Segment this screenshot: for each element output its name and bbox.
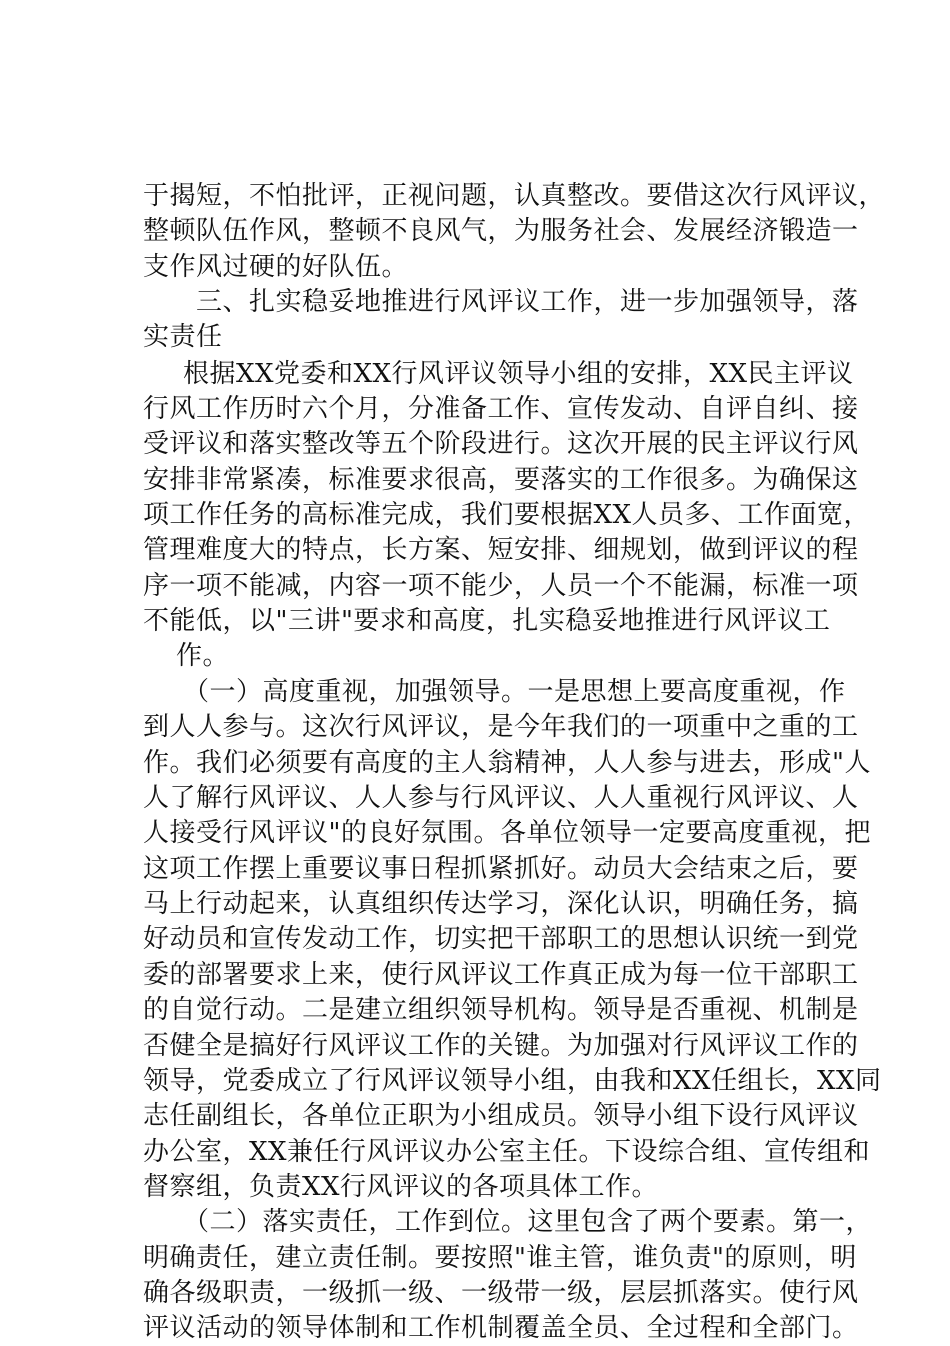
text-line: 安排非常紧凑，标准要求很高，要落实的工作很多。为确保这 [143, 465, 859, 495]
text-line: 作。 [176, 641, 230, 671]
text-line: 行风工作历时六个月，分准备工作、宣传发动、自评自纠、接 [143, 394, 859, 424]
text-line: 序一项不能减，内容一项不能少，人员一个不能漏，标准一项 [143, 571, 859, 601]
text-line: 好动员和宣传发动工作，切实把干部职工的思想认识统一到党 [143, 924, 859, 954]
text-line: 确各级职责，一级抓一级、一级带一级，层层抓落实。使行风 [143, 1278, 859, 1308]
text-line: 明确责任，建立责任制。要按照"谁主管，谁负责"的原则，明 [143, 1243, 857, 1273]
text-line: 根据XX党委和XX行风评议领导小组的安排，XX民主评议 [183, 359, 854, 389]
text-line: 这项工作摆上重要议事日程抓紧抓好。动员大会结束之后，要 [143, 854, 859, 884]
text-line: 委的部署要求上来，使行风评议工作真正成为每一位干部职工 [143, 960, 859, 990]
text-line: 受评议和落实整改等五个阶段进行。这次开展的民主评议行风 [143, 429, 859, 459]
text-line: 人接受行风评议"的良好氛围。各单位领导一定要高度重视，把 [143, 818, 871, 848]
text-line: 人了解行风评议、人人参与行风评议、人人重视行风评议、人 [143, 783, 859, 813]
text-line: 于揭短，不怕批评，正视问题，认真整改。要借这次行风评议， [143, 181, 886, 211]
text-line: 志任副组长，各单位正职为小组成员。领导小组下设行风评议 [143, 1101, 859, 1131]
section-heading-cont: 实责任 [143, 322, 223, 352]
text-line: 否健全是搞好行风评议工作的关键。为加强对行风评议工作的 [143, 1031, 859, 1061]
text-line: 评议活动的领导体制和工作机制覆盖全员、全过程和全部门。 [143, 1313, 859, 1343]
text-line: 领导，党委成立了行风评议领导小组，由我和XX任组长，XX同 [143, 1066, 882, 1096]
text-line: （一）高度重视，加强领导。一是思想上要高度重视，作 [183, 677, 846, 707]
text-line: 马上行动起来，认真组织传达学习，深化认识，明确任务，搞 [143, 889, 859, 919]
text-line: 不能低，以"三讲"要求和高度，扎实稳妥地推进行风评议工 [143, 606, 831, 636]
text-line: 项工作任务的高标准完成，我们要根据XX人员多、工作面宽， [143, 500, 871, 530]
text-line: （二）落实责任，工作到位。这里包含了两个要素。第一， [183, 1207, 873, 1237]
text-line: 整顿队伍作风，整顿不良风气，为服务社会、发展经济锻造一 [143, 216, 859, 246]
text-line: 督察组，负责XX行风评议的各项具体工作。 [143, 1172, 659, 1202]
text-line: 到人人参与。这次行风评议，是今年我们的一项重中之重的工 [143, 712, 859, 742]
text-line: 的自觉行动。二是建立组织领导机构。领导是否重视、机制是 [143, 995, 859, 1025]
text-line: 作。我们必须要有高度的主人翁精神，人人参与进去，形成"人 [143, 748, 871, 778]
section-heading: 三、扎实稳妥地推进行风评议工作，进一步加强领导，落 [196, 287, 859, 317]
text-line: 支作风过硬的好队伍。 [143, 252, 409, 282]
text-line: 办公室，XX兼任行风评议办公室主任。下设综合组、宣传组和 [143, 1137, 871, 1167]
text-line: 管理难度大的特点，长方案、短安排、细规划，做到评议的程 [143, 535, 859, 565]
